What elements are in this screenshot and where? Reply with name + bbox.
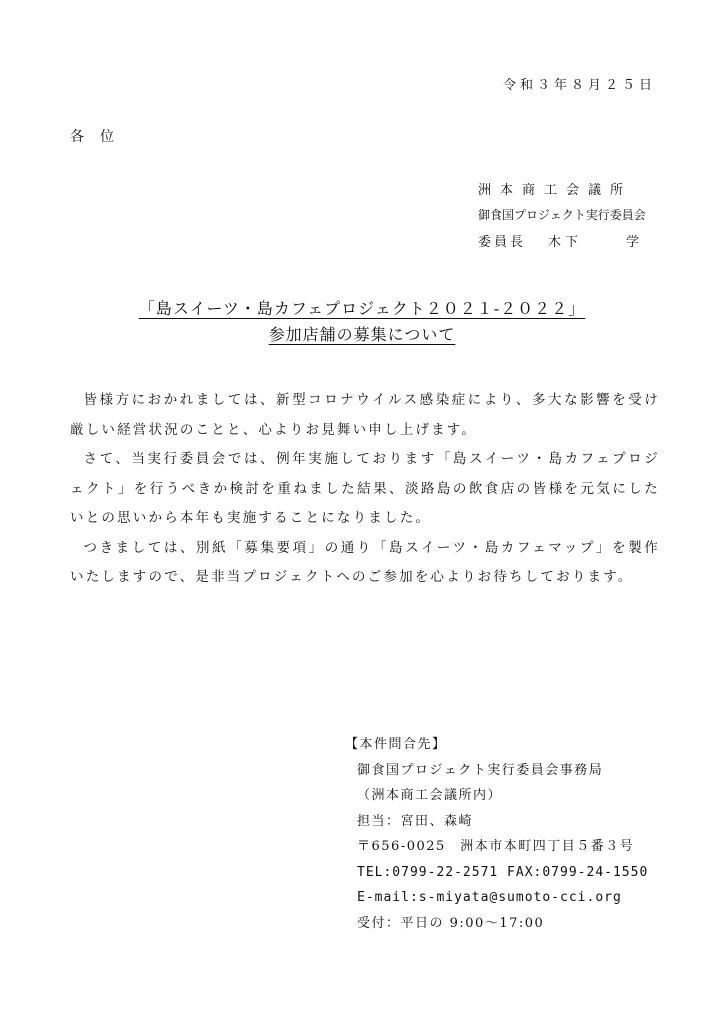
- body-paragraph-2: さて、当実行委員会では、例年実施しております「島スイーツ・島カフェプロジェクト」を行うべきか検討を重ねました結果、淡路島の飲食店の皆様を元気にしたいとの思いから本年も実施することになりました。: [70, 451, 660, 526]
- sender-signature: [478, 231, 643, 250]
- title-line1-text: 「島スイーツ・島カフェプロジェクト２０２１-２０２２」: [138, 299, 586, 318]
- sender-organization: 洲本商工会議所: [478, 183, 633, 198]
- document-body: [70, 386, 660, 593]
- contact-staff: 担当：宮田、森崎: [357, 813, 474, 829]
- document-date: 令和３年８月２５日: [502, 78, 656, 93]
- body-paragraph-1: 皆様方におかれましては、新型コロナウイルス感染症により、多大な影響を受け厳しい経営状況のことと、心よりお見舞い申し上げます。: [70, 392, 660, 438]
- contact-heading: 【本件問合先】: [345, 737, 447, 752]
- sender-role: 委員長: [478, 235, 527, 250]
- addressee: 各位: [70, 129, 130, 145]
- contact-email: E-mail:s-miyata@sumoto-cci.org: [357, 890, 622, 905]
- title-line2-text: 参加店舗の募集について: [268, 325, 456, 344]
- contact-tel-fax: TEL:0799-22-2571 FAX:0799-24-1550: [357, 864, 649, 880]
- contact-location: （洲本商工会議所内）: [357, 788, 503, 803]
- contact-address: 〒656-0025 洲本市本町四丁目５番３号: [357, 839, 635, 854]
- document-title-line2: [0, 322, 724, 345]
- contact-hours: 受付：平日の 9:00～17:00: [357, 915, 545, 931]
- sender-family-name: 木下: [548, 235, 583, 250]
- contact-block: [345, 732, 648, 936]
- contact-office: 御食国プロジェクト実行委員会事務局: [357, 762, 604, 778]
- document-title-line1: [0, 296, 724, 319]
- body-paragraph-3: つきましては、別紙「募集要項」の通り「島スイーツ・島カフェマップ」を製作いたしますので、是非当プロジェクトへのご参加を心よりお待ちしております。: [70, 539, 660, 585]
- sender-given-name: 学: [626, 235, 644, 250]
- sender-committee: 御食国プロジェクト実行委員会: [478, 208, 646, 222]
